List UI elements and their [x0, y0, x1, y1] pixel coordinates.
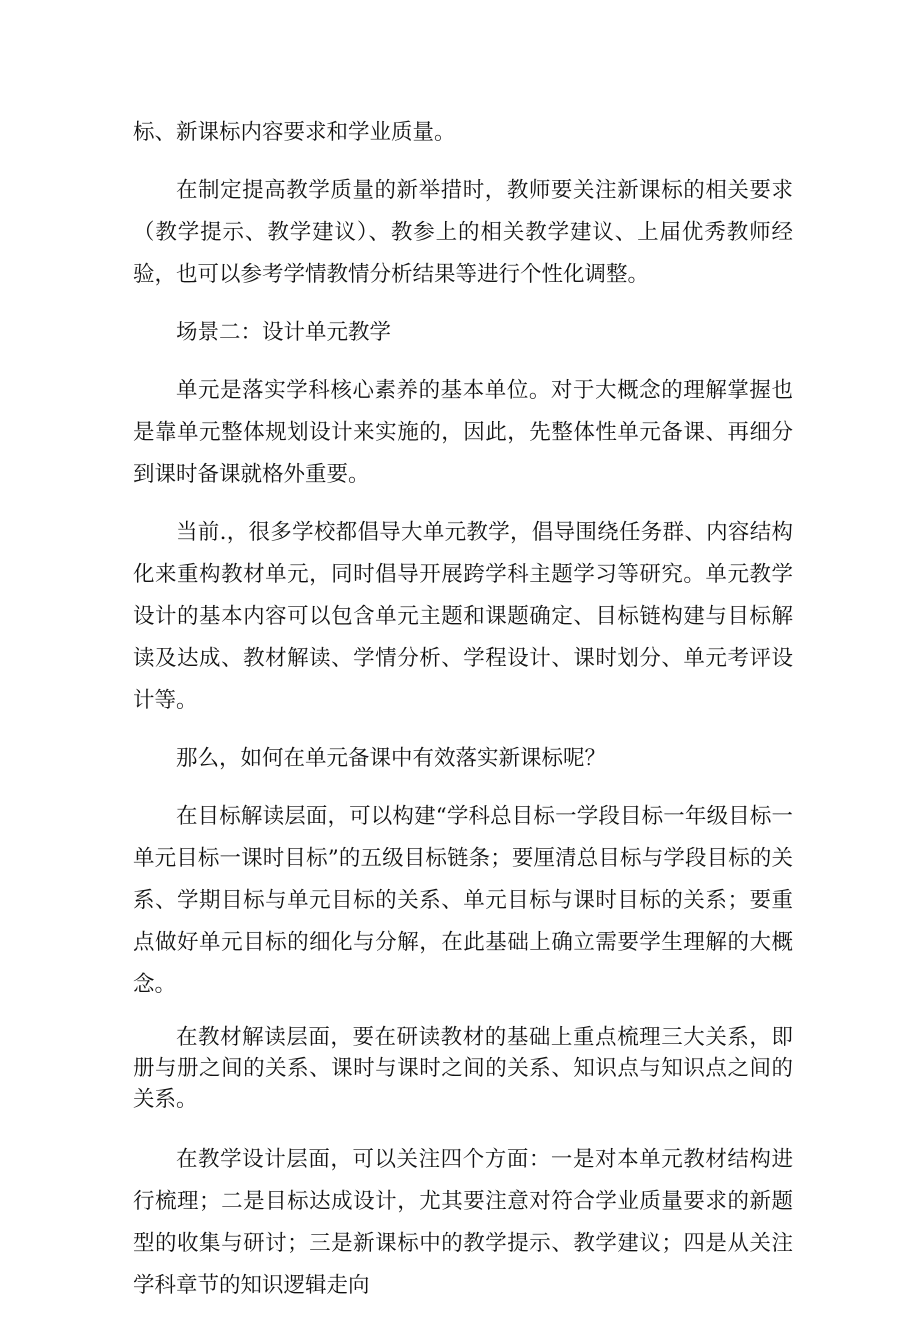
section-heading-scenario-two: 场景二：设计单元教学	[176, 320, 392, 345]
paragraph-continuation: 标、新课标内容要求和学业质量。	[133, 120, 456, 145]
paragraph-question: 那么，如何在单元备课中有效落实新课标呢？	[176, 746, 607, 771]
paragraph-teaching-design: 在教学设计层面，可以关注四个方面：一是对本单元教材结构进行梳理；二是目标达成设计，尤其要注意对符合学业质量要求的新题型的收集与研讨；三是新课标中的教学提示、教学建议；四是从关注学科章节的知识逻辑走向	[133, 1147, 793, 1298]
document-body	[133, 112, 793, 1323]
paragraph-goal-interpretation: 在目标解读层面，可以构建“学科总目标一学段目标一年级目标一单元目标一课时目标”的五级目标链条；要厘清总目标与学段目标的关系、学期目标与单元目标的关系、单元目标与课时目标的关系；要重点做好单元目标的细化与分解，在此基础上确立需要学生理解的大概念。	[133, 804, 793, 997]
paragraph-unit-basic: 单元是落实学科核心素养的基本单位。对于大概念的理解掌握也是靠单元整体规划设计来实施的，因此，先整体性单元备课、再细分到课时备课就格外重要。	[133, 378, 793, 487]
paragraph-teaching-measures: 在制定提高教学质量的新举措时，教师要关注新课标的相关要求（教学提示、教学建议）、教参上的相关教学建议、上届优秀教师经验，也可以参考学情教情分析结果等进行个性化调整。	[133, 178, 793, 287]
paragraph-current-practice: 当前.，很多学校都倡导大单元教学，倡导围绕任务群、内容结构化来重构教材单元，同时倡导开展跨学科主题学习等研究。单元教学设计的基本内容可以包含单元主题和课题确定、目标链构建与目标解读及达成、教材解读、学情分析、学程设计、课时划分、单元考评设计等。	[133, 520, 793, 713]
paragraph-textbook-interpretation: 在教材解读层面，要在研读教材的基础上重点梳理三大关系，即册与册之间的关系、课时与课时之间的关系、知识点与知识点之间的关系。	[133, 1025, 793, 1112]
